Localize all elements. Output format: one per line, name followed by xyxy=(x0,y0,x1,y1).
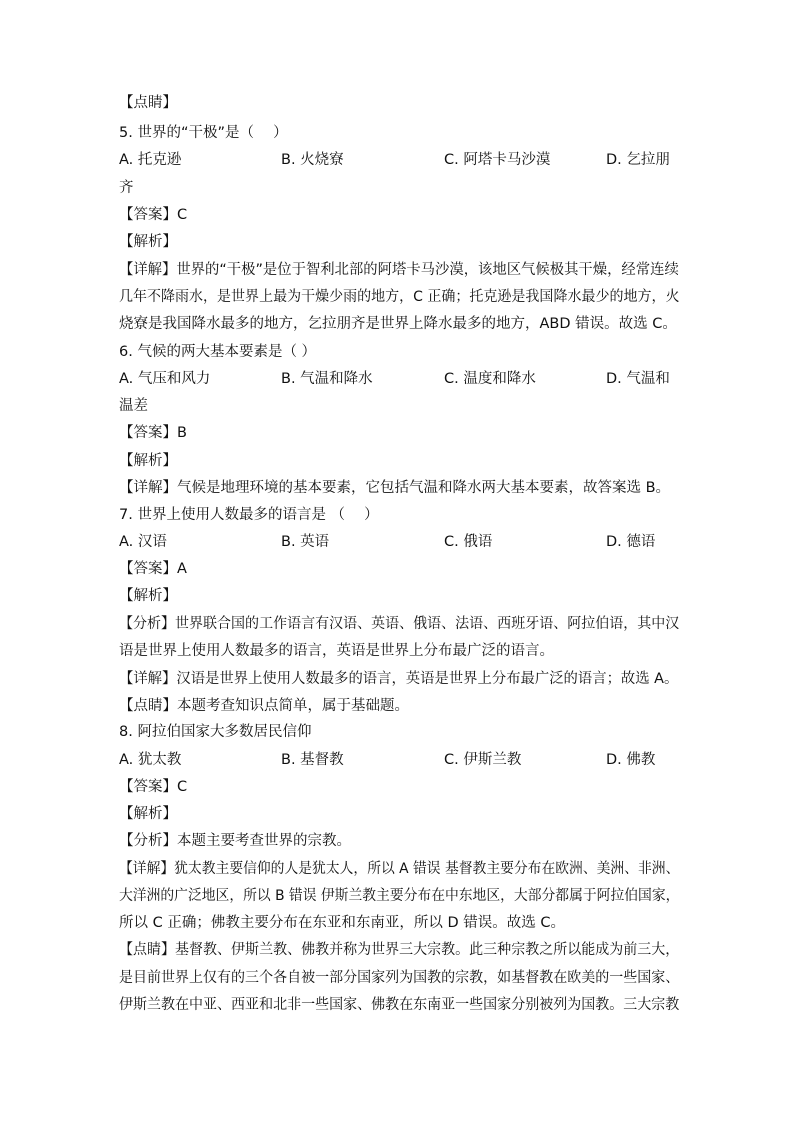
analysis-heading: 【解析】 xyxy=(119,453,177,469)
explanation-text: 【详解】世界的“干极”是位于智利北部的阿塔卡马沙漠，该地区气候极其干燥，经常连续 xyxy=(119,262,679,278)
option-b: B. 火烧寮 xyxy=(281,152,344,168)
option-a: A. 托克逊 xyxy=(119,152,182,168)
question-5-options xyxy=(119,148,679,172)
explanation-text: 烧寮是我国降水最多的地方，乞拉朋齐是世界上降水最多的地方，ABD 错误。故选 C。 xyxy=(119,316,677,332)
explanation-text: 所以 C 正确；佛教主要分布在东亚和东南亚，所以 D 错误。故选 C。 xyxy=(119,915,565,931)
explanation-text: 大洋洲的广泛地区，所以 B 错误 伊斯兰教主要分布在中东地区，大部分都属于阿拉伯国家， xyxy=(119,888,680,904)
answer-label: 【答案】B xyxy=(119,425,187,441)
option-c: C. 伊斯兰教 xyxy=(444,752,522,768)
explanation-text: 伊斯兰教在中亚、西亚和北非一些国家、佛教在东南亚一些国家分别被列为国教。三大宗教 xyxy=(119,997,680,1013)
explanation-text: 【点睛】基督教、伊斯兰教、佛教并称为世界三大宗教。此三种宗教之所以能成为前三大， xyxy=(119,942,680,958)
question-6-options xyxy=(119,367,679,391)
analysis-heading: 【解析】 xyxy=(119,588,177,604)
explanation-text: 是目前世界上仅有的三个各自被一部分国家列为国教的宗教，如基督教在欧美的一些国家、 xyxy=(119,970,680,986)
question-7-options xyxy=(119,530,679,554)
explanation-text: 几年不降雨水，是世界上最为干燥少雨的地方，C 正确；托克逊是我国降水最少的地方，火 xyxy=(119,289,680,305)
option-a: A. 犹太教 xyxy=(119,752,182,768)
option-d: D. 佛教 xyxy=(606,752,656,768)
question-5-option-d-continued: 齐 xyxy=(119,180,134,196)
option-d: D. 德语 xyxy=(606,534,656,550)
option-a: A. 气压和风力 xyxy=(119,371,211,387)
explanation-text: 【详解】气候是地理环境的基本要素，它包括气温和降水两大基本要素，故答案选 B。 xyxy=(119,480,671,496)
question-8-options xyxy=(119,748,679,772)
explanation-text: 【点睛】本题考查知识点简单，属于基础题。 xyxy=(119,698,409,714)
question-5-stem: 5. 世界的“干极”是（ ） xyxy=(119,125,288,141)
question-6-stem: 6. 气候的两大基本要素是（ ） xyxy=(119,344,317,360)
option-d: D. 气温和 xyxy=(606,371,670,387)
answer-label: 【答案】C xyxy=(119,779,188,795)
question-6-option-d-continued: 温差 xyxy=(119,398,148,414)
option-c: C. 温度和降水 xyxy=(444,371,536,387)
section-heading-dianjing: 【点睛】 xyxy=(119,95,177,111)
explanation-text: 【分析】本题主要考查世界的宗教。 xyxy=(119,833,351,849)
explanation-text: 语是世界上使用人数最多的语言，英语是世界上分布最广泛的语言。 xyxy=(119,643,554,659)
question-8-stem: 8. 阿拉伯国家大多数居民信仰 xyxy=(119,724,312,740)
analysis-heading: 【解析】 xyxy=(119,234,177,250)
option-b: B. 英语 xyxy=(281,534,330,550)
option-b: B. 气温和降水 xyxy=(281,371,373,387)
question-7-stem: 7. 世界上使用人数最多的语言是 （ ） xyxy=(119,507,379,523)
option-c: C. 俄语 xyxy=(444,534,493,550)
option-b: B. 基督教 xyxy=(281,752,344,768)
answer-label: 【答案】A xyxy=(119,561,187,577)
analysis-heading: 【解析】 xyxy=(119,806,177,822)
explanation-text: 【详解】汉语是世界上使用人数最多的语言，英语是世界上分布最广泛的语言；故选 A。 xyxy=(119,671,679,687)
option-d: D. 乞拉朋 xyxy=(606,152,670,168)
answer-label: 【答案】C xyxy=(119,207,188,223)
option-c: C. 阿塔卡马沙漠 xyxy=(444,152,551,168)
explanation-text: 【详解】犹太教主要信仰的人是犹太人，所以 A 错误 基督教主要分布在欧洲、美洲、非洲、 xyxy=(119,861,680,877)
option-a: A. 汉语 xyxy=(119,534,167,550)
explanation-text: 【分析】世界联合国的工作语言有汉语、英语、俄语、法语、西班牙语、阿拉伯语，其中汉 xyxy=(119,616,680,632)
